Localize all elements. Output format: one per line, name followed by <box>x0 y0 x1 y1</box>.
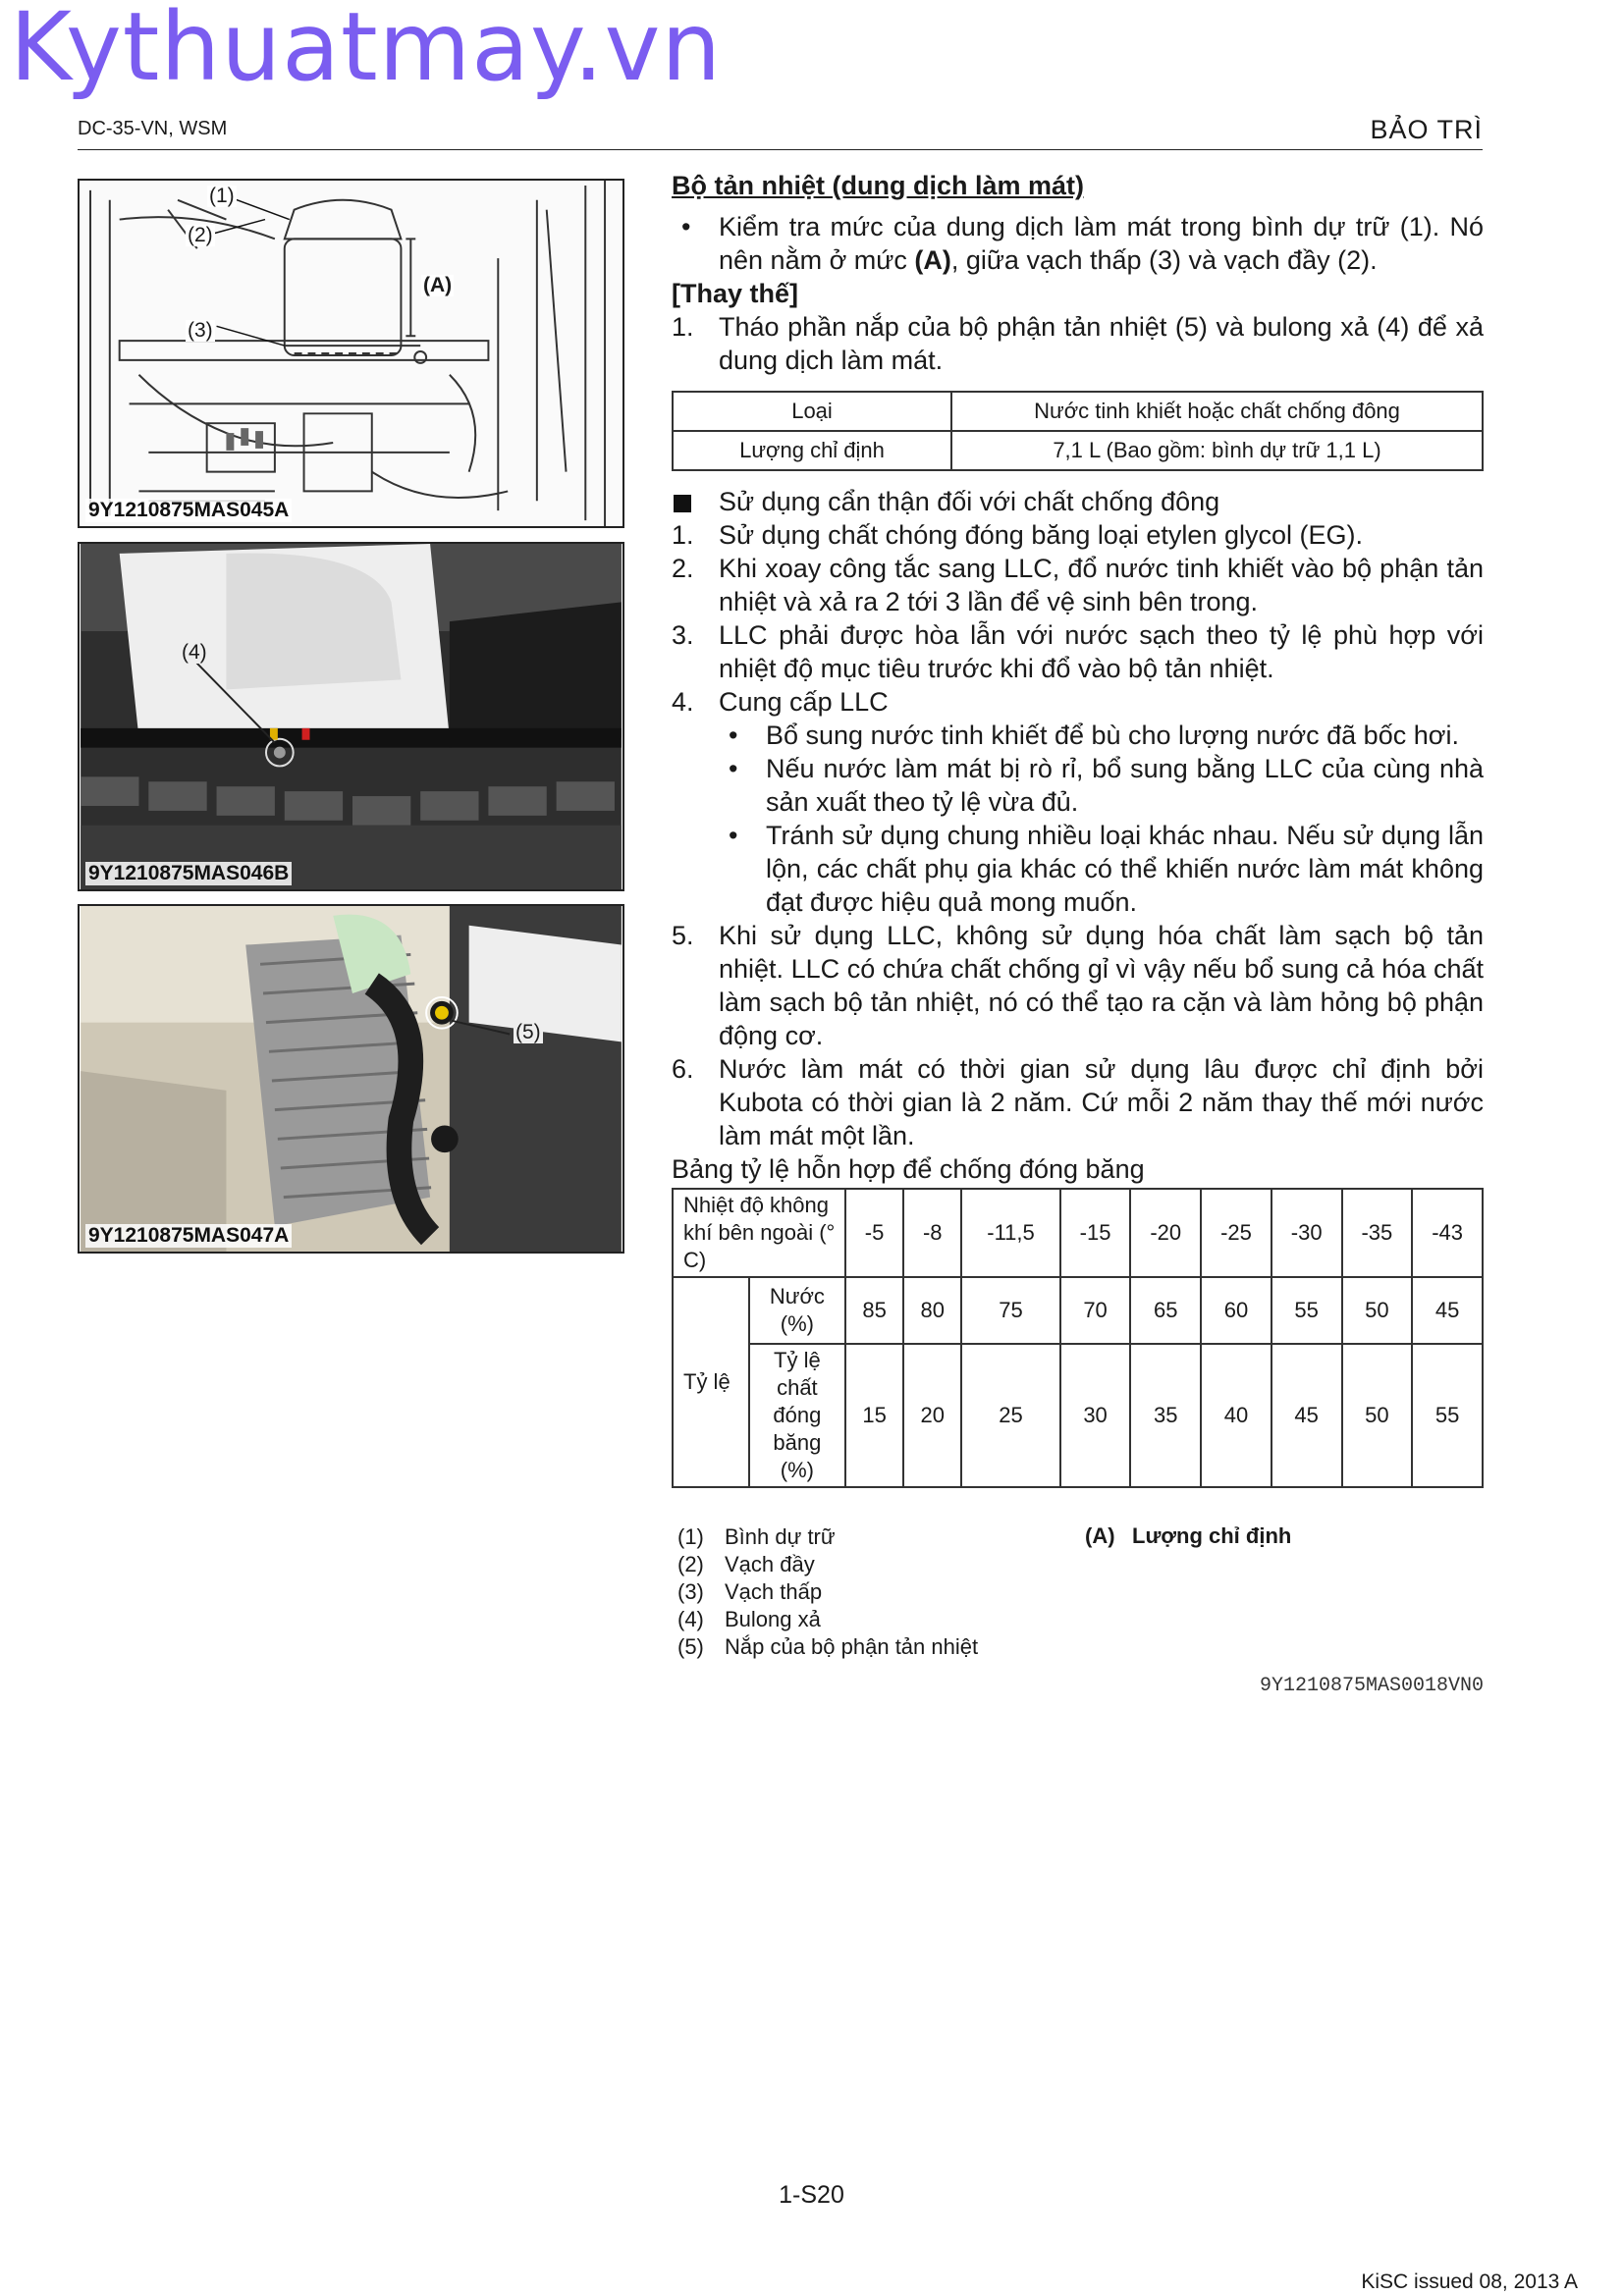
bullet-mark: • <box>729 821 738 850</box>
intro-text-before: Kiểm tra mức của dung dịch làm mát trong bình dự trữ (1). Nó nên nằm ở mức <box>719 212 1484 275</box>
step-number: 1. <box>672 312 694 342</box>
antifreeze-label: Tỷ lệ chất đóng băng (%) <box>749 1344 845 1487</box>
intro-text-bold: (A) <box>914 245 951 275</box>
list-item <box>719 819 1484 919</box>
list-item <box>672 552 1484 618</box>
bullet-mark: • <box>681 212 691 241</box>
llc-bullets <box>672 719 1484 919</box>
table-cell: 55 <box>1412 1344 1483 1487</box>
callout-a: (A) <box>423 274 453 296</box>
watermark: Kythuatmay.vn <box>10 0 723 102</box>
legend-item <box>677 1578 978 1606</box>
table-row <box>673 1344 1483 1487</box>
figure-label: 9Y1210875MAS046B <box>85 862 292 885</box>
item-text: Cung cấp LLC <box>719 687 889 717</box>
table-cell: 15 <box>845 1344 903 1487</box>
header-section: BẢO TRÌ <box>1370 115 1483 144</box>
table-cell: 35 <box>1130 1344 1201 1487</box>
table-cell: 65 <box>1130 1277 1201 1344</box>
legend-num: (5) <box>677 1634 704 1659</box>
item-text: Nếu nước làm mát bị rò rỉ, bổ sung bằng LLC của cùng nhà sản xuất theo tỷ lệ vừa đủ. <box>766 754 1484 817</box>
item-text: LLC phải được hòa lẫn với nước sạch theo tỷ lệ phù hợp với nhiệt độ mục tiêu trước khi đổ vào bộ tản nhiệt. <box>719 620 1484 683</box>
intro-text-after: , giữa vạch thấp (3) và vạch đầy (2). <box>950 245 1378 275</box>
intro-bullet <box>672 210 1484 277</box>
table-cell: 85 <box>845 1277 903 1344</box>
item-number: 4. <box>672 687 694 717</box>
step-text: Tháo phần nắp của bộ phận tản nhiệt (5) và bulong xả (4) để xả dung dịch làm mát. <box>719 312 1484 375</box>
table-row <box>673 1189 1483 1277</box>
table-row <box>673 392 1483 431</box>
item-number: 5. <box>672 921 694 950</box>
legend-a-text: Lượng chỉ định <box>1132 1523 1292 1548</box>
figure-reservoir <box>78 179 624 528</box>
list-item <box>719 719 1484 752</box>
callout-4: (4) <box>182 641 207 664</box>
mix-table <box>672 1188 1484 1488</box>
item-number: 3. <box>672 620 694 650</box>
table-cell: Lượng chỉ định <box>673 431 951 470</box>
legend-item <box>677 1551 978 1578</box>
figure-label: 9Y1210875MAS045A <box>85 499 292 522</box>
legend-num: (1) <box>677 1524 704 1549</box>
issued-note: KiSC issued 08, 2013 A <box>1361 2270 1578 2293</box>
legend-text: Vạch đầy <box>725 1552 815 1576</box>
item-text: Sử dụng chất chóng đóng băng loại etylen glycol (EG). <box>719 520 1363 550</box>
table-cell: 45 <box>1412 1277 1483 1344</box>
figure-drain-bolt <box>78 542 624 891</box>
header-doc-id: DC-35-VN, WSM <box>78 118 228 139</box>
table-cell: -43 <box>1412 1189 1483 1277</box>
legend-text: Bình dự trữ <box>725 1524 836 1549</box>
callout-5: (5) <box>515 1021 541 1043</box>
table-cell: -8 <box>903 1189 961 1277</box>
table-cell: Loại <box>673 392 951 431</box>
list-item <box>672 618 1484 685</box>
square-bullet-icon <box>672 485 719 518</box>
bullet-mark: • <box>729 721 738 750</box>
legend-num: (4) <box>677 1607 704 1631</box>
item-number: 6. <box>672 1054 694 1084</box>
legend-item <box>677 1523 978 1551</box>
legend-num: (3) <box>677 1579 704 1604</box>
legend-item <box>677 1633 978 1661</box>
figure-label: 9Y1210875MAS047A <box>85 1224 292 1248</box>
item-text: Tránh sử dụng chung nhiều loại khác nhau. Nếu sử dụng lẫn lộn, các chất phụ gia khác có thể khiến nước làm mát không đạt được hiệu quả mong muốn. <box>766 821 1484 917</box>
callout-1: (1) <box>209 185 235 207</box>
table-cell: 75 <box>961 1277 1059 1344</box>
table-cell: -20 <box>1130 1189 1201 1277</box>
item-text: Bổ sung nước tinh khiết để bù cho lượng nước đã bốc hơi. <box>766 721 1459 750</box>
table-cell: 80 <box>903 1277 961 1344</box>
table-cell: 55 <box>1271 1277 1342 1344</box>
table-cell: 30 <box>1060 1344 1131 1487</box>
table-cell: -15 <box>1060 1189 1131 1277</box>
page-number: 1-S20 <box>779 2181 844 2209</box>
table-cell: -25 <box>1201 1189 1271 1277</box>
legend-a <box>1085 1523 1291 1549</box>
header-rule <box>78 149 1483 150</box>
table-cell: 20 <box>903 1344 961 1487</box>
callout-3: (3) <box>188 319 213 342</box>
doc-code: 9Y1210875MAS0018VN0 <box>1259 1675 1484 1697</box>
list-item <box>672 518 1484 552</box>
table-cell: -35 <box>1342 1189 1413 1277</box>
legend-num: (2) <box>677 1552 704 1576</box>
list-item <box>672 685 1484 719</box>
replace-heading: [Thay thế] <box>672 279 799 308</box>
antifreeze-heading <box>672 485 1484 518</box>
legend-text: Vạch thấp <box>725 1579 823 1604</box>
table-cell: -30 <box>1271 1189 1342 1277</box>
radiator-cap-photo <box>80 906 622 1252</box>
item-number: 1. <box>672 520 694 550</box>
temp-label: Nhiệt độ không khí bên ngoài (° C) <box>673 1189 845 1277</box>
antifreeze-list <box>672 518 1484 719</box>
legend-list <box>677 1523 978 1661</box>
table-cell: Nước tinh khiết hoặc chất chống đông <box>951 392 1483 431</box>
list-item <box>719 752 1484 819</box>
table-cell: 40 <box>1201 1344 1271 1487</box>
reservoir-drawing <box>80 181 622 526</box>
water-label: Nước (%) <box>749 1277 845 1344</box>
table-row <box>673 1277 1483 1344</box>
mix-table-caption: Bảng tỷ lệ hỗn hợp để chống đóng băng <box>672 1154 1145 1184</box>
content-column <box>672 169 1484 1488</box>
item-text: Khi xoay công tắc sang LLC, đổ nước tinh khiết vào bộ phận tản nhiệt và xả ra 2 tới 3 lần để vệ sinh bên trong. <box>719 554 1484 616</box>
list-item <box>672 1052 1484 1152</box>
table-cell: 50 <box>1342 1344 1413 1487</box>
legend-a-num: (A) <box>1085 1523 1115 1548</box>
antifreeze-list-continued <box>672 919 1484 1152</box>
item-number: 2. <box>672 554 694 583</box>
ratio-label: Tỷ lệ <box>673 1277 749 1487</box>
antifreeze-heading-text: Sử dụng cẩn thận đối với chất chống đông <box>719 487 1220 516</box>
legend-text: Nắp của bộ phận tản nhiệt <box>725 1634 979 1659</box>
table-cell: 45 <box>1271 1344 1342 1487</box>
item-text: Khi sử dụng LLC, không sử dụng hóa chất làm sạch bộ tản nhiệt. LLC có chứa chất chống gỉ vì vậy nếu bổ sung cả hóa chất làm sạch bộ tản nhiệt, nó có thể tạo ra cặn và làm hỏng bộ phận động cơ. <box>719 921 1484 1050</box>
intro-text <box>719 210 1484 277</box>
table-cell: 25 <box>961 1344 1059 1487</box>
bullet-mark: • <box>729 754 738 783</box>
table-row <box>673 431 1483 470</box>
spec-table <box>672 391 1484 471</box>
table-cell: 70 <box>1060 1277 1131 1344</box>
legend-text: Bulong xả <box>725 1607 821 1631</box>
list-item <box>672 919 1484 1052</box>
table-cell: -5 <box>845 1189 903 1277</box>
callout-2: (2) <box>188 224 213 246</box>
step-1 <box>672 310 1484 377</box>
table-cell: 60 <box>1201 1277 1271 1344</box>
table-cell: -11,5 <box>961 1189 1059 1277</box>
item-text: Nước làm mát có thời gian sử dụng lâu được chỉ định bởi Kubota có thời gian là 2 năm. Cứ mỗi 2 năm thay thế mới nước làm mát một lần. <box>719 1054 1484 1150</box>
drain-bolt-photo <box>80 544 622 889</box>
section-title: Bộ tản nhiệt (dung dịch làm mát) <box>672 171 1084 200</box>
legend-item <box>677 1606 978 1633</box>
table-cell: 50 <box>1342 1277 1413 1344</box>
figure-radiator-cap <box>78 904 624 1254</box>
table-cell: 7,1 L (Bao gồm: bình dự trữ 1,1 L) <box>951 431 1483 470</box>
